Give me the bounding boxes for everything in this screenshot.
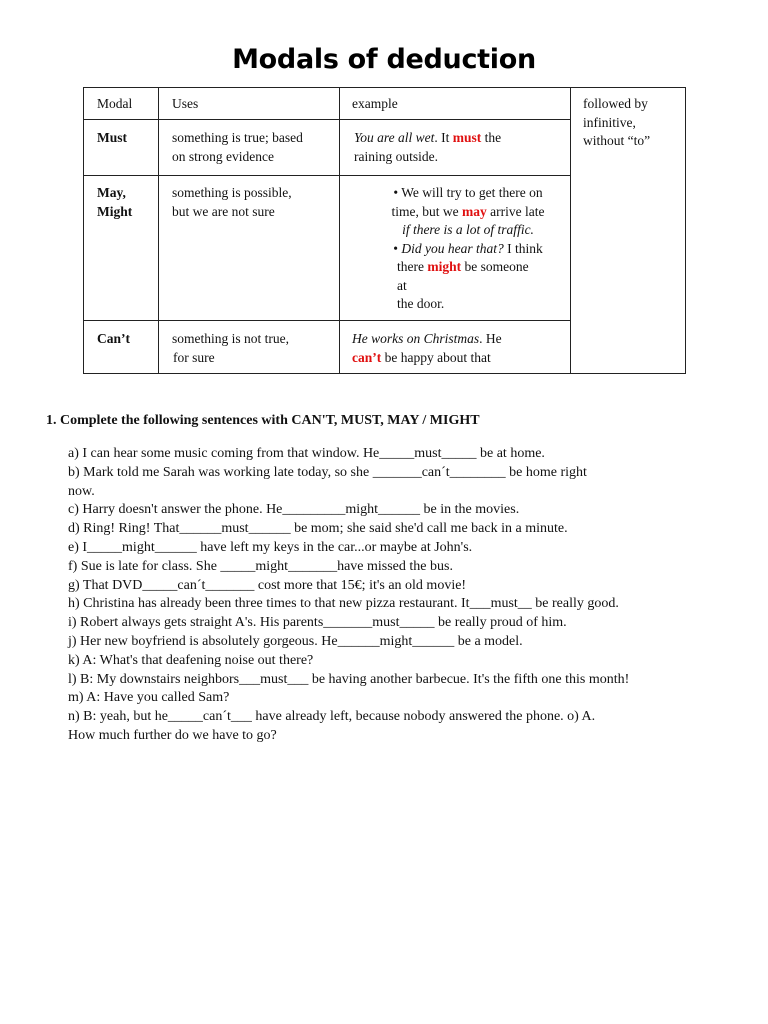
exercise-line: m) A: Have you called Sam? [68, 690, 230, 706]
uses-may-might [172, 184, 292, 221]
example-text: . He [479, 331, 502, 346]
example-text: . It [434, 130, 453, 145]
example-text: • We will try to get there on [393, 185, 543, 200]
example-text: be someone [461, 259, 529, 274]
exercise-line: e) I_____might______ have left my keys in the car...or maybe at John's. [68, 539, 473, 555]
exercise-line: a) I can hear some music coming from that window. He_____must_____ be at home. [68, 446, 545, 461]
example-italic: if there is a lot of traffic. [402, 222, 534, 237]
example-text: time, but we [391, 203, 463, 219]
example-italic: He works on Christmas [352, 331, 480, 346]
modal-cant: Can’t [97, 331, 130, 346]
example-may-might-cont [397, 258, 529, 314]
example-text: there [397, 259, 428, 274]
exercise-line: f) Sue is late for class. She _____might_______have missed the bus. [68, 558, 453, 574]
example-text: at [397, 277, 407, 293]
modal-line: May, [97, 185, 126, 200]
exercise-line: k) A: What's that deafening noise out there? [68, 652, 314, 668]
example-text: raining outside. [354, 148, 438, 164]
header-note: followed by infinitive, without “to” [583, 96, 651, 148]
exercise-line: d) Ring! Ring! That______must______ be mom; she said she'd call me back in a minute. [68, 521, 568, 537]
modal-must: Must [97, 130, 127, 145]
exercise-line: b) Mark told me Sarah was working late today, so she _______can´t________ be home right [68, 464, 587, 480]
modal-may-might [97, 184, 132, 221]
example-text: arrive late [486, 203, 545, 219]
example-may-might [373, 184, 563, 258]
modals-table [83, 87, 686, 374]
exercise-line: h) Christina has already been three times to that new pizza restaurant. It___must__ be really good. [68, 596, 619, 612]
example-modal-word: might [427, 259, 462, 274]
example-text: I think [503, 240, 543, 256]
example-modal-word: must [452, 130, 482, 145]
header-uses: Uses [172, 96, 199, 111]
example-italic: You are all wet [354, 130, 435, 145]
uses-line: something is not true, [172, 331, 289, 346]
bullet: • [393, 240, 402, 256]
header-modal: Modal [97, 96, 133, 111]
uses-line: something is true; based [172, 130, 303, 145]
header-example: example [352, 96, 398, 111]
example-cant [352, 330, 502, 367]
example-text: the [481, 130, 502, 145]
modal-line: Might [97, 203, 133, 219]
exercise-line: n) B: yeah, but he_____can´t___ have already left, because nobody answered the phone. o) A. [68, 709, 596, 725]
example-italic: Did you hear that? [401, 240, 504, 256]
exercise-line: c) Harry doesn't answer the phone. He_________might______ be in the movies. [68, 502, 520, 518]
uses-must [172, 129, 303, 166]
exercise-line: How much further do we have to go? [68, 727, 277, 743]
uses-line: on strong evidence [172, 148, 274, 164]
page-title: Modals of deduction [232, 44, 536, 75]
example-text: be happy about that [381, 349, 491, 365]
example-modal-word: can’t [352, 349, 382, 365]
uses-line: but we are not sure [172, 203, 275, 219]
exercise-line: l) B: My downstairs neighbors___must___ be having another barbecue. It's the fifth one this month! [68, 671, 630, 687]
exercise-line: j) Her new boyfriend is absolutely gorgeous. He______might______ be a model. [68, 633, 523, 649]
example-modal-word: may [462, 203, 487, 219]
uses-line: for sure [173, 349, 215, 365]
exercise-heading: 1. Complete the following sentences with CAN'T, MUST, MAY / MIGHT [46, 413, 480, 428]
exercise-list [68, 445, 688, 746]
example-text: the door. [397, 296, 445, 311]
exercise-line: i) Robert always gets straight A's. His parents_______must_____ be really proud of him. [68, 615, 567, 631]
exercise-line: now. [68, 483, 95, 499]
example-must [354, 129, 501, 166]
exercise-line: g) That DVD_____can´t_______ cost more that 15€; it's an old movie! [68, 577, 467, 593]
uses-line: something is possible, [172, 185, 292, 200]
uses-cant [172, 330, 289, 367]
